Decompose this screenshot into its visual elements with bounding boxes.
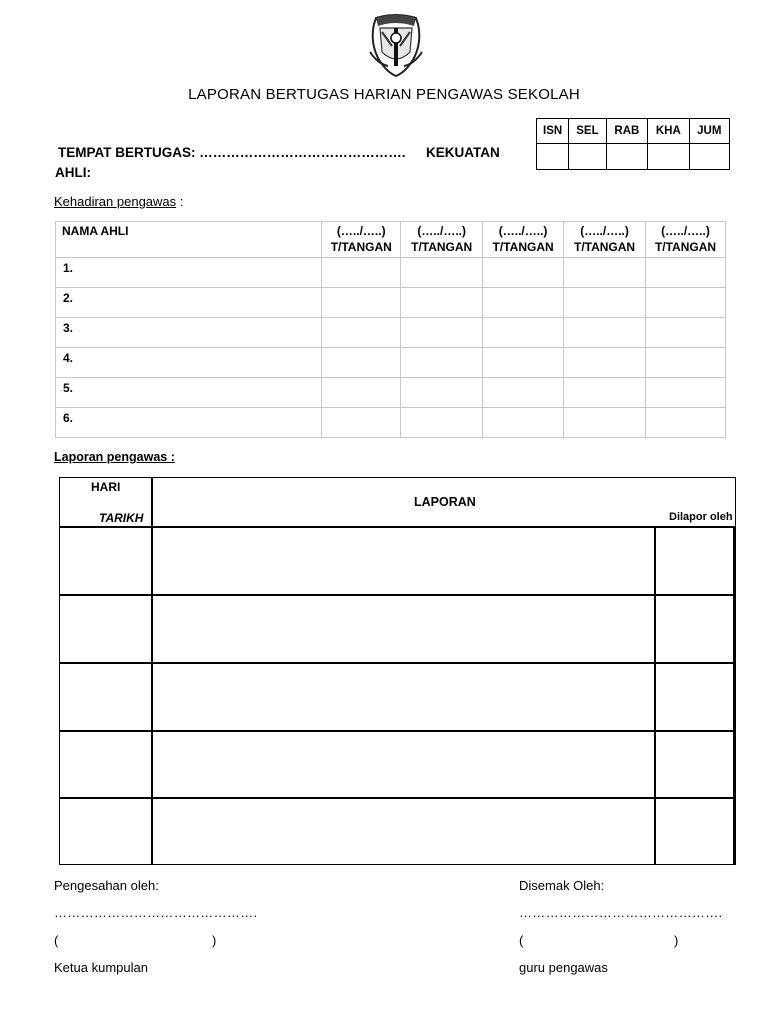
report-table (59, 477, 736, 865)
name-paren-close-right: ) (674, 933, 679, 948)
signature-cell[interactable] (401, 288, 483, 318)
date-column-header (483, 222, 564, 258)
signature-cell[interactable] (401, 318, 483, 348)
signature-cell[interactable] (401, 378, 483, 408)
member-number[interactable]: 4. (56, 348, 322, 378)
day-header-isn: ISN (537, 119, 569, 144)
name-paren-open-left: ( (54, 933, 59, 948)
member-number[interactable]: 3. (56, 318, 322, 348)
kehadiran-colon: : (176, 194, 184, 209)
signature-label: T/TANGAN (654, 240, 717, 254)
pengesahan-label: Pengesahan oleh: (54, 878, 159, 893)
report-right-line (733, 526, 735, 865)
signature-label: T/TANGAN (492, 240, 554, 254)
date-column-header (564, 222, 646, 258)
table-row (56, 288, 726, 318)
name-paren-close-left: ) (212, 933, 217, 948)
date-placeholder: (…../…..) (336, 224, 386, 238)
laporan-header: LAPORAN (414, 495, 476, 509)
signature-cell[interactable] (401, 408, 483, 438)
signature-cell[interactable] (483, 318, 564, 348)
attendance-table (55, 221, 726, 438)
kekuatan-label: KEKUATAN (426, 145, 500, 160)
signature-cell[interactable] (646, 258, 726, 288)
signature-cell[interactable] (646, 408, 726, 438)
signature-cell[interactable] (483, 288, 564, 318)
signature-cell[interactable] (322, 288, 401, 318)
form-title: LAPORAN BERTUGAS HARIAN PENGAWAS SEKOLAH (188, 86, 580, 103)
member-number[interactable]: 6. (56, 408, 322, 438)
signature-cell[interactable] (483, 258, 564, 288)
signature-cell[interactable] (646, 378, 726, 408)
kehadiran-label: Kehadiran pengawas (54, 194, 177, 209)
name-column-header: NAMA AHLI (56, 222, 322, 258)
ahli-label: AHLI: (55, 165, 91, 180)
disemak-label: Disemak Oleh: (519, 878, 605, 893)
table-row (56, 318, 726, 348)
signature-label: T/TANGAN (573, 240, 636, 254)
tempat-bertugas-field[interactable]: TEMPAT BERTUGAS: ………………………………………. (58, 145, 406, 160)
report-row-line (59, 594, 736, 596)
signature-cell[interactable] (646, 348, 726, 378)
day-header-kha: KHA (648, 119, 689, 144)
table-row (56, 348, 726, 378)
date-placeholder: (…../…..) (580, 224, 629, 238)
signature-cell[interactable] (401, 258, 483, 288)
school-crest-logo (366, 12, 426, 78)
signature-cell[interactable] (564, 408, 646, 438)
signature-cell[interactable] (646, 318, 726, 348)
day-cell-isn[interactable] (537, 144, 569, 170)
tarikh-header: TARIKH (99, 511, 144, 525)
disemak-signature-line[interactable]: ………………………………………. (519, 905, 723, 920)
pengesahan-signature-line[interactable]: ………………………………………. (54, 905, 258, 920)
date-column-header (401, 222, 483, 258)
signature-cell[interactable] (483, 378, 564, 408)
signature-cell[interactable] (322, 408, 401, 438)
signature-cell[interactable] (646, 288, 726, 318)
signature-cell[interactable] (322, 348, 401, 378)
report-divider-dilapor (654, 526, 656, 865)
signature-cell[interactable] (564, 378, 646, 408)
date-placeholder: (…../…..) (661, 224, 710, 238)
table-row (56, 408, 726, 438)
day-header-jum: JUM (689, 119, 729, 144)
name-paren-open-right: ( (519, 933, 524, 948)
day-cell-sel[interactable] (569, 144, 606, 170)
date-column-header (322, 222, 401, 258)
date-column-header (646, 222, 726, 258)
signature-cell[interactable] (322, 318, 401, 348)
signature-cell[interactable] (401, 348, 483, 378)
day-header-rab: RAB (606, 119, 647, 144)
day-cell-rab[interactable] (606, 144, 647, 170)
date-placeholder: (…../…..) (417, 224, 467, 238)
signature-cell[interactable] (564, 258, 646, 288)
kehadiran-heading (54, 194, 183, 209)
report-divider-hari (151, 477, 153, 865)
table-row (56, 378, 726, 408)
hari-header: HARI (91, 480, 121, 494)
signature-label: T/TANGAN (411, 240, 473, 254)
signature-label: T/TANGAN (330, 240, 392, 254)
dilapor-header: Dilapor oleh (669, 511, 733, 523)
signature-cell[interactable] (564, 318, 646, 348)
signature-cell[interactable] (483, 348, 564, 378)
date-placeholder: (…../…..) (498, 224, 548, 238)
report-header-line (59, 526, 736, 528)
guru-pengawas-label: guru pengawas (519, 960, 608, 975)
day-cell-jum[interactable] (689, 144, 729, 170)
member-number[interactable]: 5. (56, 378, 322, 408)
ketua-kumpulan-label: Ketua kumpulan (54, 960, 148, 975)
report-row-line (59, 730, 736, 732)
report-row-line (59, 797, 736, 799)
table-row (56, 258, 726, 288)
day-header-sel: SEL (569, 119, 606, 144)
signature-cell[interactable] (564, 288, 646, 318)
laporan-pengawas-heading: Laporan pengawas : (54, 450, 175, 464)
member-number[interactable]: 2. (56, 288, 322, 318)
days-table (536, 118, 730, 170)
signature-cell[interactable] (322, 258, 401, 288)
attendance-header-row (56, 222, 726, 258)
signature-cell[interactable] (483, 408, 564, 438)
day-cell-kha[interactable] (648, 144, 689, 170)
signature-cell[interactable] (322, 378, 401, 408)
signature-cell[interactable] (564, 348, 646, 378)
member-number[interactable]: 1. (56, 258, 322, 288)
report-row-line (59, 662, 736, 664)
